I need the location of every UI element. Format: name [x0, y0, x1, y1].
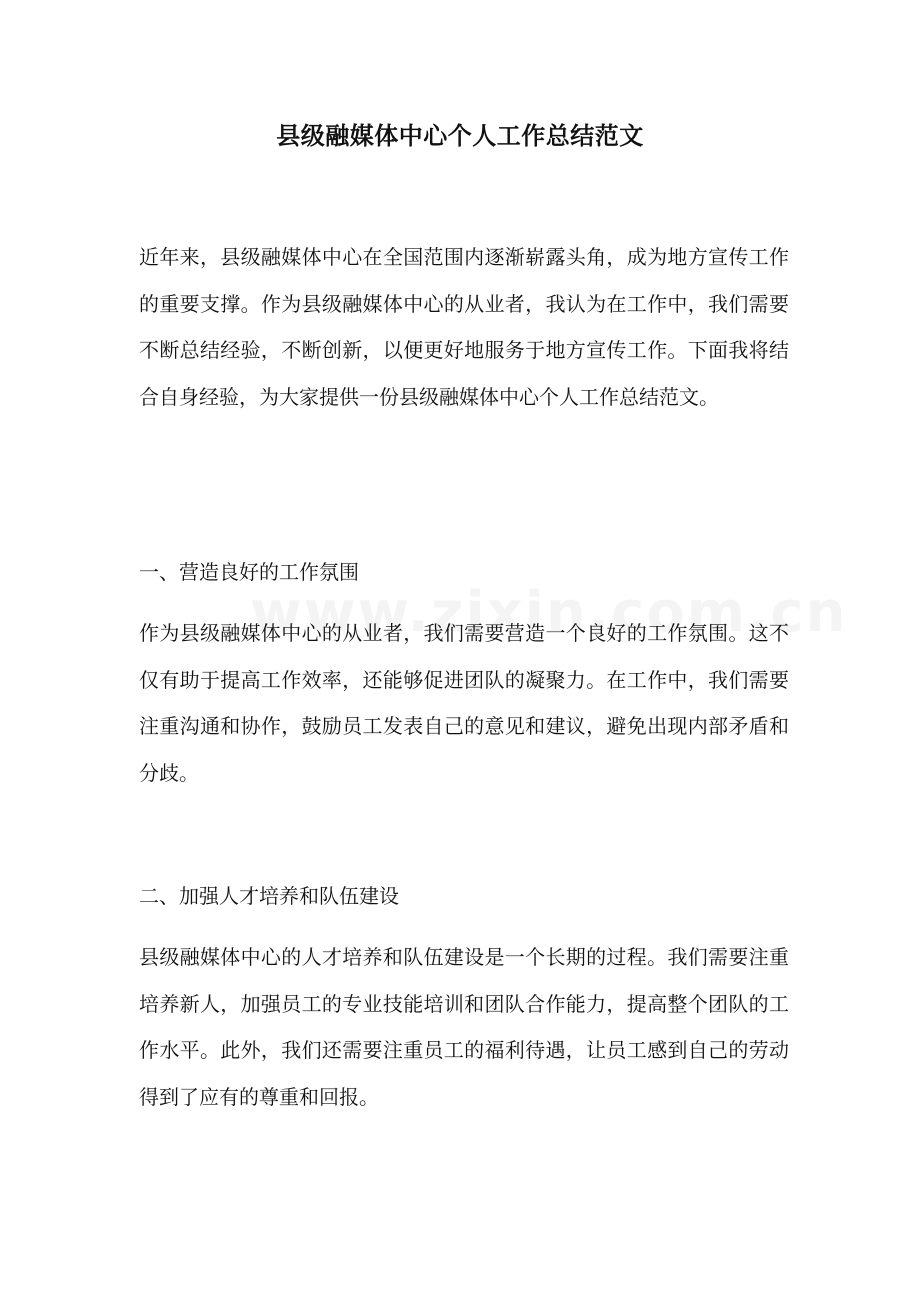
section-heading-2: 二、加强人才培养和队伍建设 — [139, 884, 399, 908]
section-heading-1: 一、营造良好的工作氛围 — [139, 560, 359, 584]
section-body-2: 县级融媒体中心的人才培养和队伍建设是一个长期的过程。我们需要注重培养新人，加强员工的专业技能培训和团队合作能力，提高整个团队的工作水平。此外，我们还需要注重员工的福利待遇，让员工感到自己的劳动得到了应有的尊重和回报。 — [139, 945, 789, 1109]
intro-paragraph: 近年来，县级融媒体中心在全国范围内逐渐崭露头角，成为地方宣传工作的重要支撑。作为县级融媒体中心的从业者，我认为在工作中，我们需要不断总结经验，不断创新，以便更好地服务于地方宣传工作。下面我将结合自身经验，为大家提供一份县级融媒体中心个人工作总结范文。 — [139, 245, 789, 409]
section-body-1: 作为县级融媒体中心的从业者，我们需要营造一个良好的工作氛围。这不仅有助于提高工作效率，还能够促进团队的凝聚力。在工作中，我们需要注重沟通和协作，鼓励员工发表自己的意见和建议，避免出现内部矛盾和分歧。 — [139, 621, 789, 785]
document-title: 县级融媒体中心个人工作总结范文 — [276, 121, 644, 150]
